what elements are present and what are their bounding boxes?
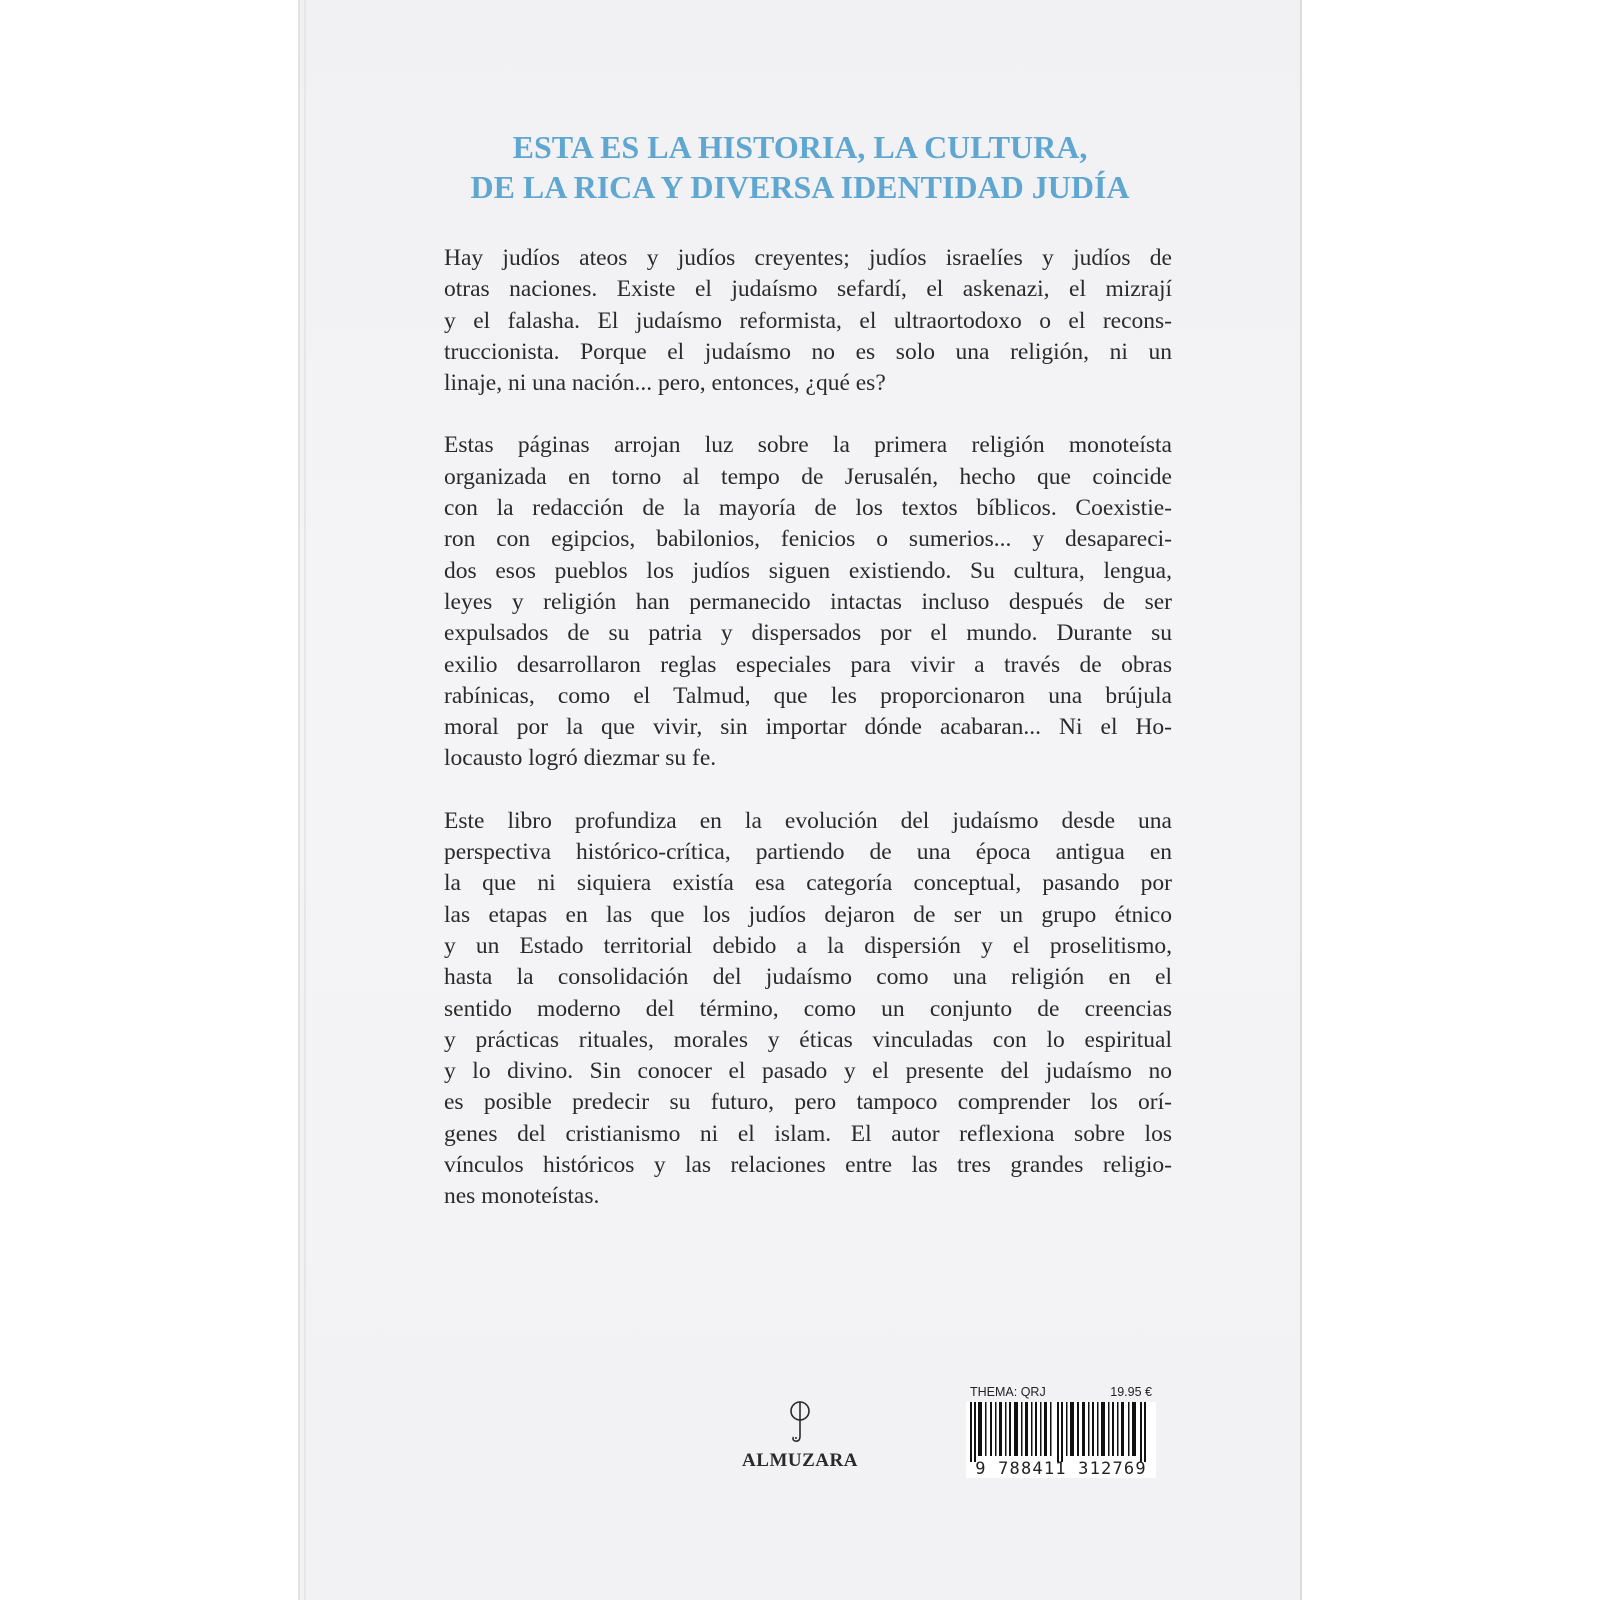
blurb-paragraph-1	[444, 243, 1172, 399]
text-line: y un Estado territorial debido a la dispersión y el proselitismo,	[444, 932, 1172, 959]
text-line: dos esos pueblos los judíos siguen existiendo. Su cultura, lengua,	[444, 557, 1172, 584]
text-line: expulsados de su patria y dispersados por el mundo. Durante su	[444, 620, 1172, 647]
text-line: rabínicas, como el Talmud, que les proporcionaron una brújula	[444, 682, 1172, 709]
text-line: sentido moderno del término, como un conjunto de creencias	[444, 995, 1172, 1022]
blurb-paragraph-3	[444, 806, 1172, 1213]
cover-headline	[0, 127, 1600, 207]
text-line: genes del cristianismo ni el islam. El autor reflexiona sobre los	[444, 1120, 1172, 1147]
headline-line-2: DE LA RICA Y DIVERSA IDENTIDAD JUDÍA	[470, 169, 1130, 205]
text-line: truccionista. Porque el judaísmo no es solo una religión, ni un	[444, 338, 1172, 365]
text-line: y el falasha. El judaísmo reformista, el ultraortodoxo o el recons-	[444, 307, 1172, 334]
text-line: leyes y religión han permanecido intactas incluso después de ser	[444, 588, 1172, 615]
price-label: 19.95 €	[1110, 1385, 1152, 1399]
almuzara-logo-icon	[785, 1398, 815, 1446]
barcode-bars-icon	[966, 1402, 1156, 1462]
text-line: las etapas en las que los judíos dejaron de ser un grupo étnico	[444, 901, 1172, 928]
text-line: moral por la que vivir, sin importar dónde acabaran... Ni el Ho-	[444, 714, 1172, 741]
text-line: exilio desarrollaron reglas especiales para vivir a través de obras	[444, 651, 1172, 678]
publisher-mark	[740, 1398, 860, 1472]
text-line: es posible predecir su futuro, pero tampoco comprender los orí-	[444, 1089, 1172, 1116]
text-line: perspectiva histórico-crítica, partiendo de una época antigua en	[444, 839, 1172, 866]
text-line: locausto logró diezmar su fe.	[444, 745, 717, 772]
text-line: Este libro profundiza en la evolución del judaísmo desde una	[444, 807, 1172, 834]
text-line: linaje, ni una nación... pero, entonces, ¿qué es?	[444, 370, 886, 397]
barcode-header	[966, 1384, 1156, 1400]
text-line: hasta la consolidación del judaísmo como una religión en el	[444, 964, 1172, 991]
text-line: la que ni siquiera existía esa categoría conceptual, pasando por	[444, 870, 1172, 897]
thema-code: THEMA: QRJ	[970, 1385, 1046, 1399]
headline-line-1: ESTA ES LA HISTORIA, LA CULTURA,	[512, 129, 1088, 165]
text-line: nes monoteístas.	[444, 1183, 600, 1210]
text-line: organizada en torno al tempo de Jerusalén, hecho que coincide	[444, 463, 1172, 490]
blurb-paragraph-2	[444, 430, 1172, 774]
publisher-name: ALMUZARA	[742, 1450, 858, 1471]
text-line: con la redacción de la mayoría de los textos bíblicos. Coexistie-	[444, 495, 1172, 522]
text-line: y prácticas rituales, morales y éticas vinculadas con lo espiritual	[444, 1026, 1172, 1053]
isbn-number: 9 788411 312769	[966, 1460, 1156, 1478]
isbn-barcode	[966, 1384, 1156, 1478]
text-line: y lo divino. Sin conocer el pasado y el presente del judaísmo no	[444, 1058, 1172, 1085]
text-line: vínculos históricos y las relaciones entre las tres grandes religio-	[444, 1152, 1172, 1179]
text-line: Estas páginas arrojan luz sobre la primera religión monoteísta	[444, 432, 1172, 459]
blurb-text	[444, 243, 1172, 1244]
text-line: Hay judíos ateos y judíos creyentes; judíos israelíes y judíos de	[444, 245, 1172, 271]
text-line: ron con egipcios, babilonios, fenicios o sumerios... y desapareci-	[444, 526, 1172, 553]
text-line: otras naciones. Existe el judaísmo sefardí, el askenazi, el mizrají	[444, 276, 1172, 303]
